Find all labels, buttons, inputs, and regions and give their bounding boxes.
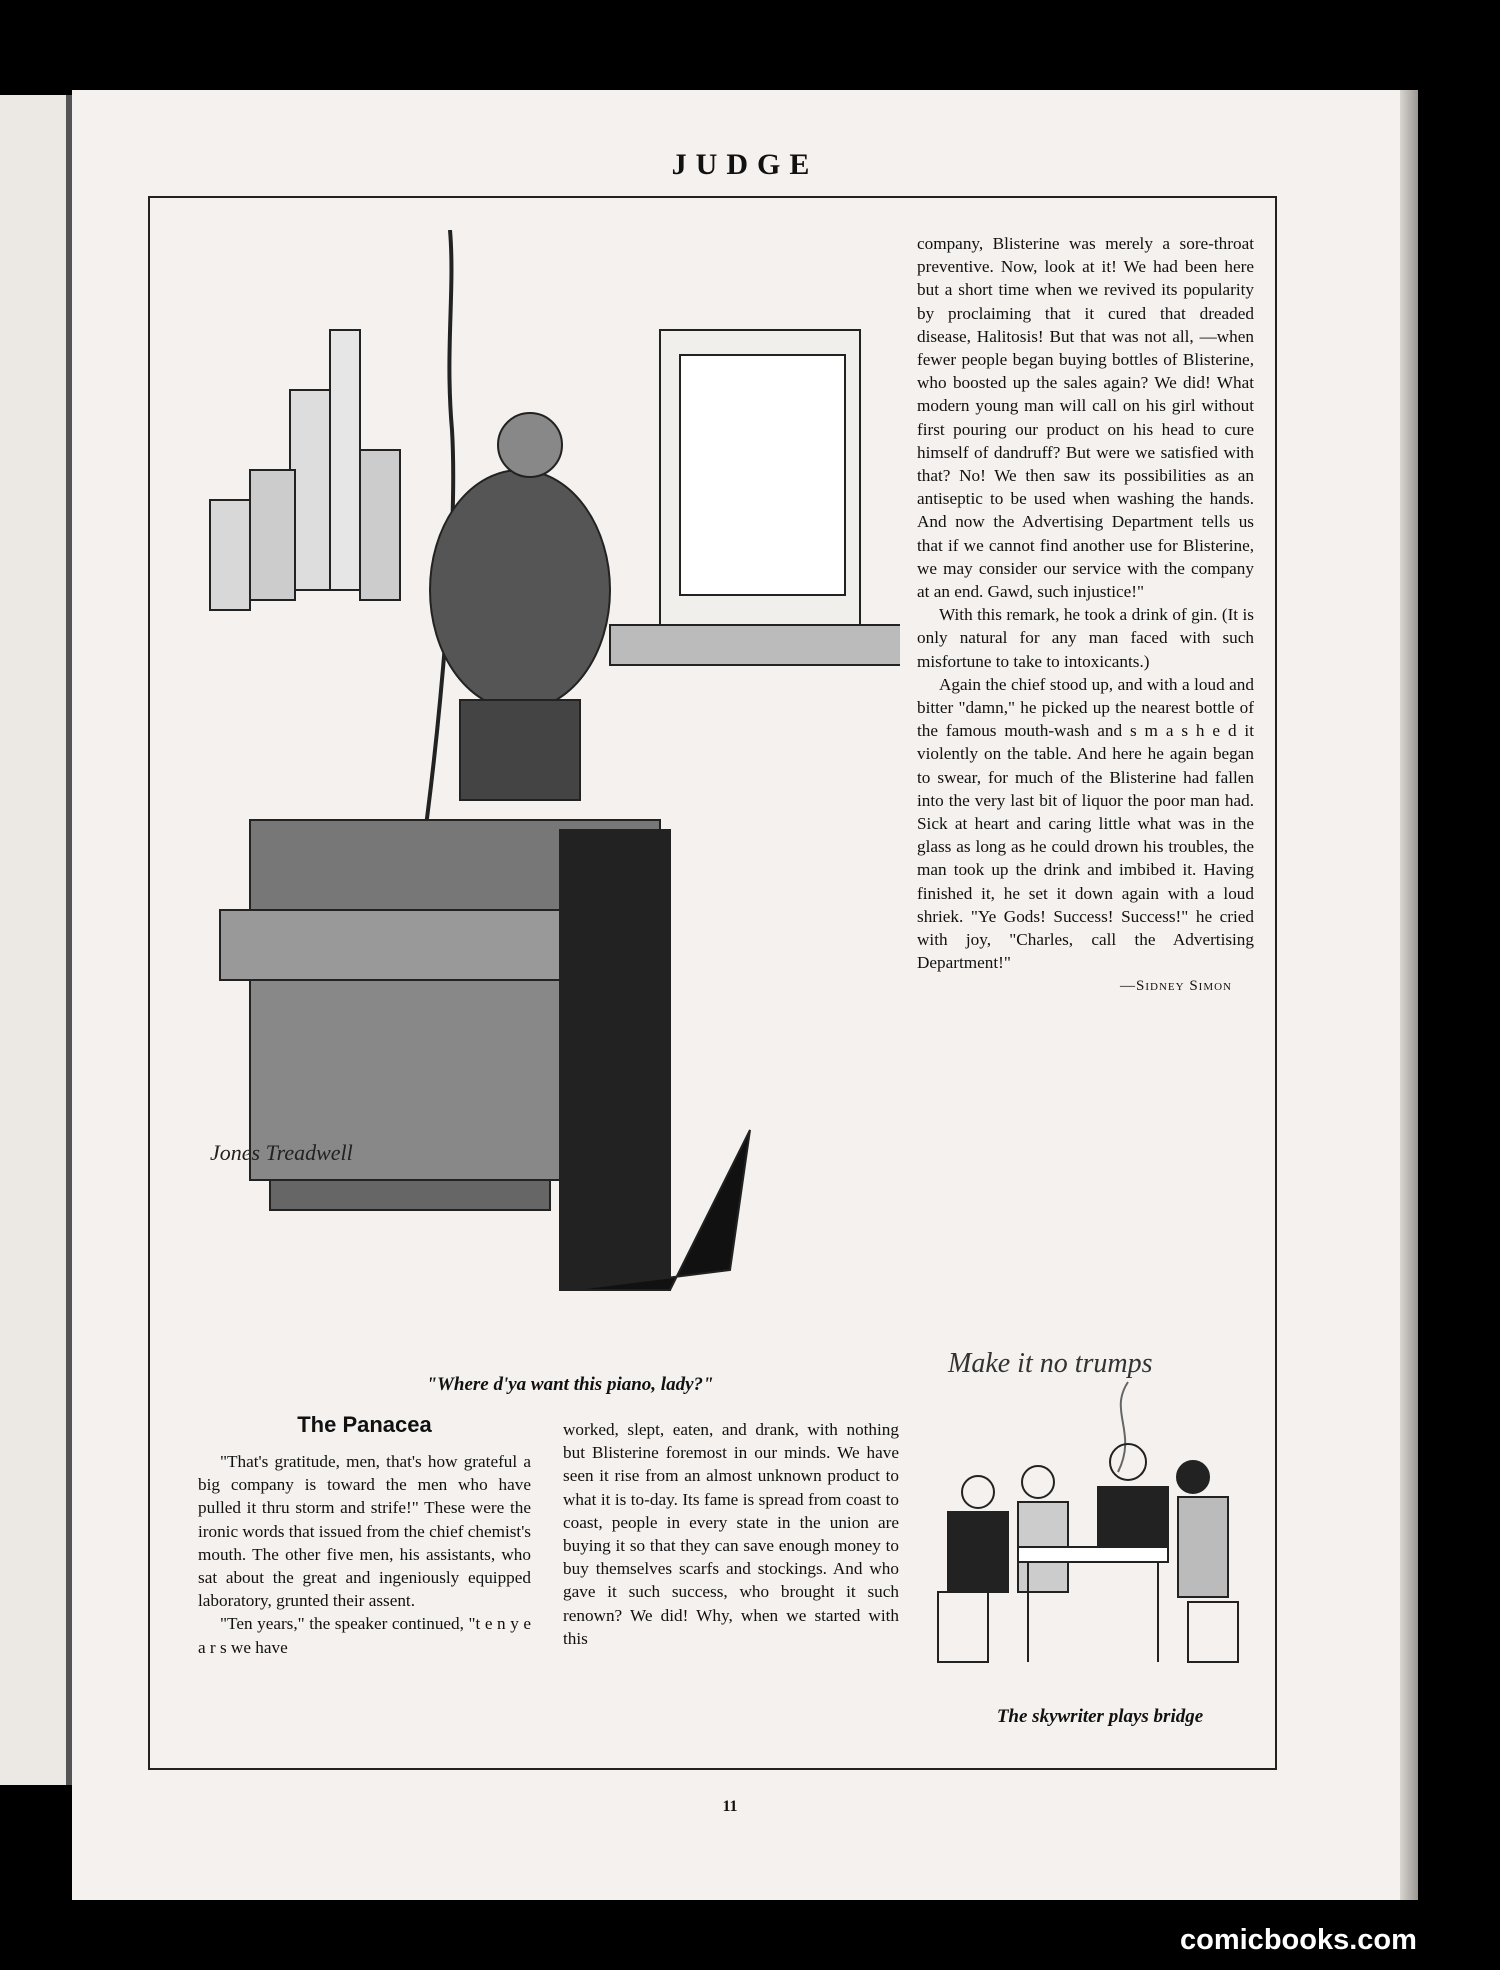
piano-cartoon-caption: "Where d'ya want this piano, lady?" [426,1374,714,1395]
bridge-cartoon-caption: The skywriter plays bridge [996,1706,1204,1727]
magazine-title: JUDGE [671,148,819,181]
page-edge-shadow [1400,90,1418,1900]
article-column-middle [563,1418,899,1650]
article-paragraph: worked, slept, eaten, and drank, with nothing but Blisterine foremost in our minds. We have seen it rise from an almost unknown product to what it is to-day. Its fame is spread from coast to coast, people in every state in the union are buying it so that they can save enough money to buy themselves scarfs and stockings. And who gave it such success, who brought it such renown? We did! Why, when we started with this [563,1420,899,1648]
article-column-left [198,1450,531,1659]
article-column-right [917,232,1254,998]
site-watermark: comicbooks.com [1180,1924,1417,1956]
article-author: —Sidney Simon [1120,977,1232,994]
article-paragraph: "Ten years," the speaker continued, "t e n y e a r s we have [198,1614,531,1657]
page-number: 11 [722,1798,738,1815]
article-paragraph: With this remark, he took a drink of gin. (It is only natural for any man faced with such misfortune to take to intoxicants.) [917,605,1254,671]
facing-page [0,95,68,1785]
artist-signature: Jones Treadwell [210,1140,353,1165]
article-title: The Panacea [297,1412,432,1437]
piano-cartoon-illustration [190,230,900,1360]
bridge-cartoon-illustration [928,1342,1268,1682]
skywriting-text: Make it no trumps [948,1348,1153,1379]
article-paragraph: "That's gratitude, men, that's how grateful a big company is toward the men who have pulled it thru storm and strife!" These were the ironic words that issued from the chief chemist's mouth. The other five men, his assistants, who sat about the great and ingeniously equipped laboratory, grunted their assent. [198,1452,531,1611]
article-paragraph: Again the chief stood up, and with a loud and bitter "damn," he picked up the nearest bottle of the famous mouth-wash and s m a s h e d it violently on the table. And here he again began to swear, for much of the Blisterine had fallen into the very last bit of liquor the poor man had. Sick at heart and caring little what was in the glass as long as he could drown his troubles, the man took up the drink and imbibed it. Having finished it, he set it down again with a loud shriek. "Ye Gods! Success! Success!" he cried with joy, "Charles, call the Advertising Department!" [917,674,1254,973]
article-paragraph: company, Blisterine was merely a sore-throat preventive. Now, look at it! We had been here but a short time when we revived its popularity by proclaiming that it cured that dreaded disease, Halitosis! But that was not all, —when fewer people began buying bottles of Blisterine, who boosted up the sales again? We did! What modern young man will call on his girl without first pouring our product on his head to cure himself of dandruff? But were we satisfied with that? No! We then saw its possibilities as an antiseptic to be used when washing the hands. And now the Advertising Department tells us that if we cannot find another use for Blisterine, we may consider our service with the company at an end. Gawd, such injustice!" [917,234,1254,602]
